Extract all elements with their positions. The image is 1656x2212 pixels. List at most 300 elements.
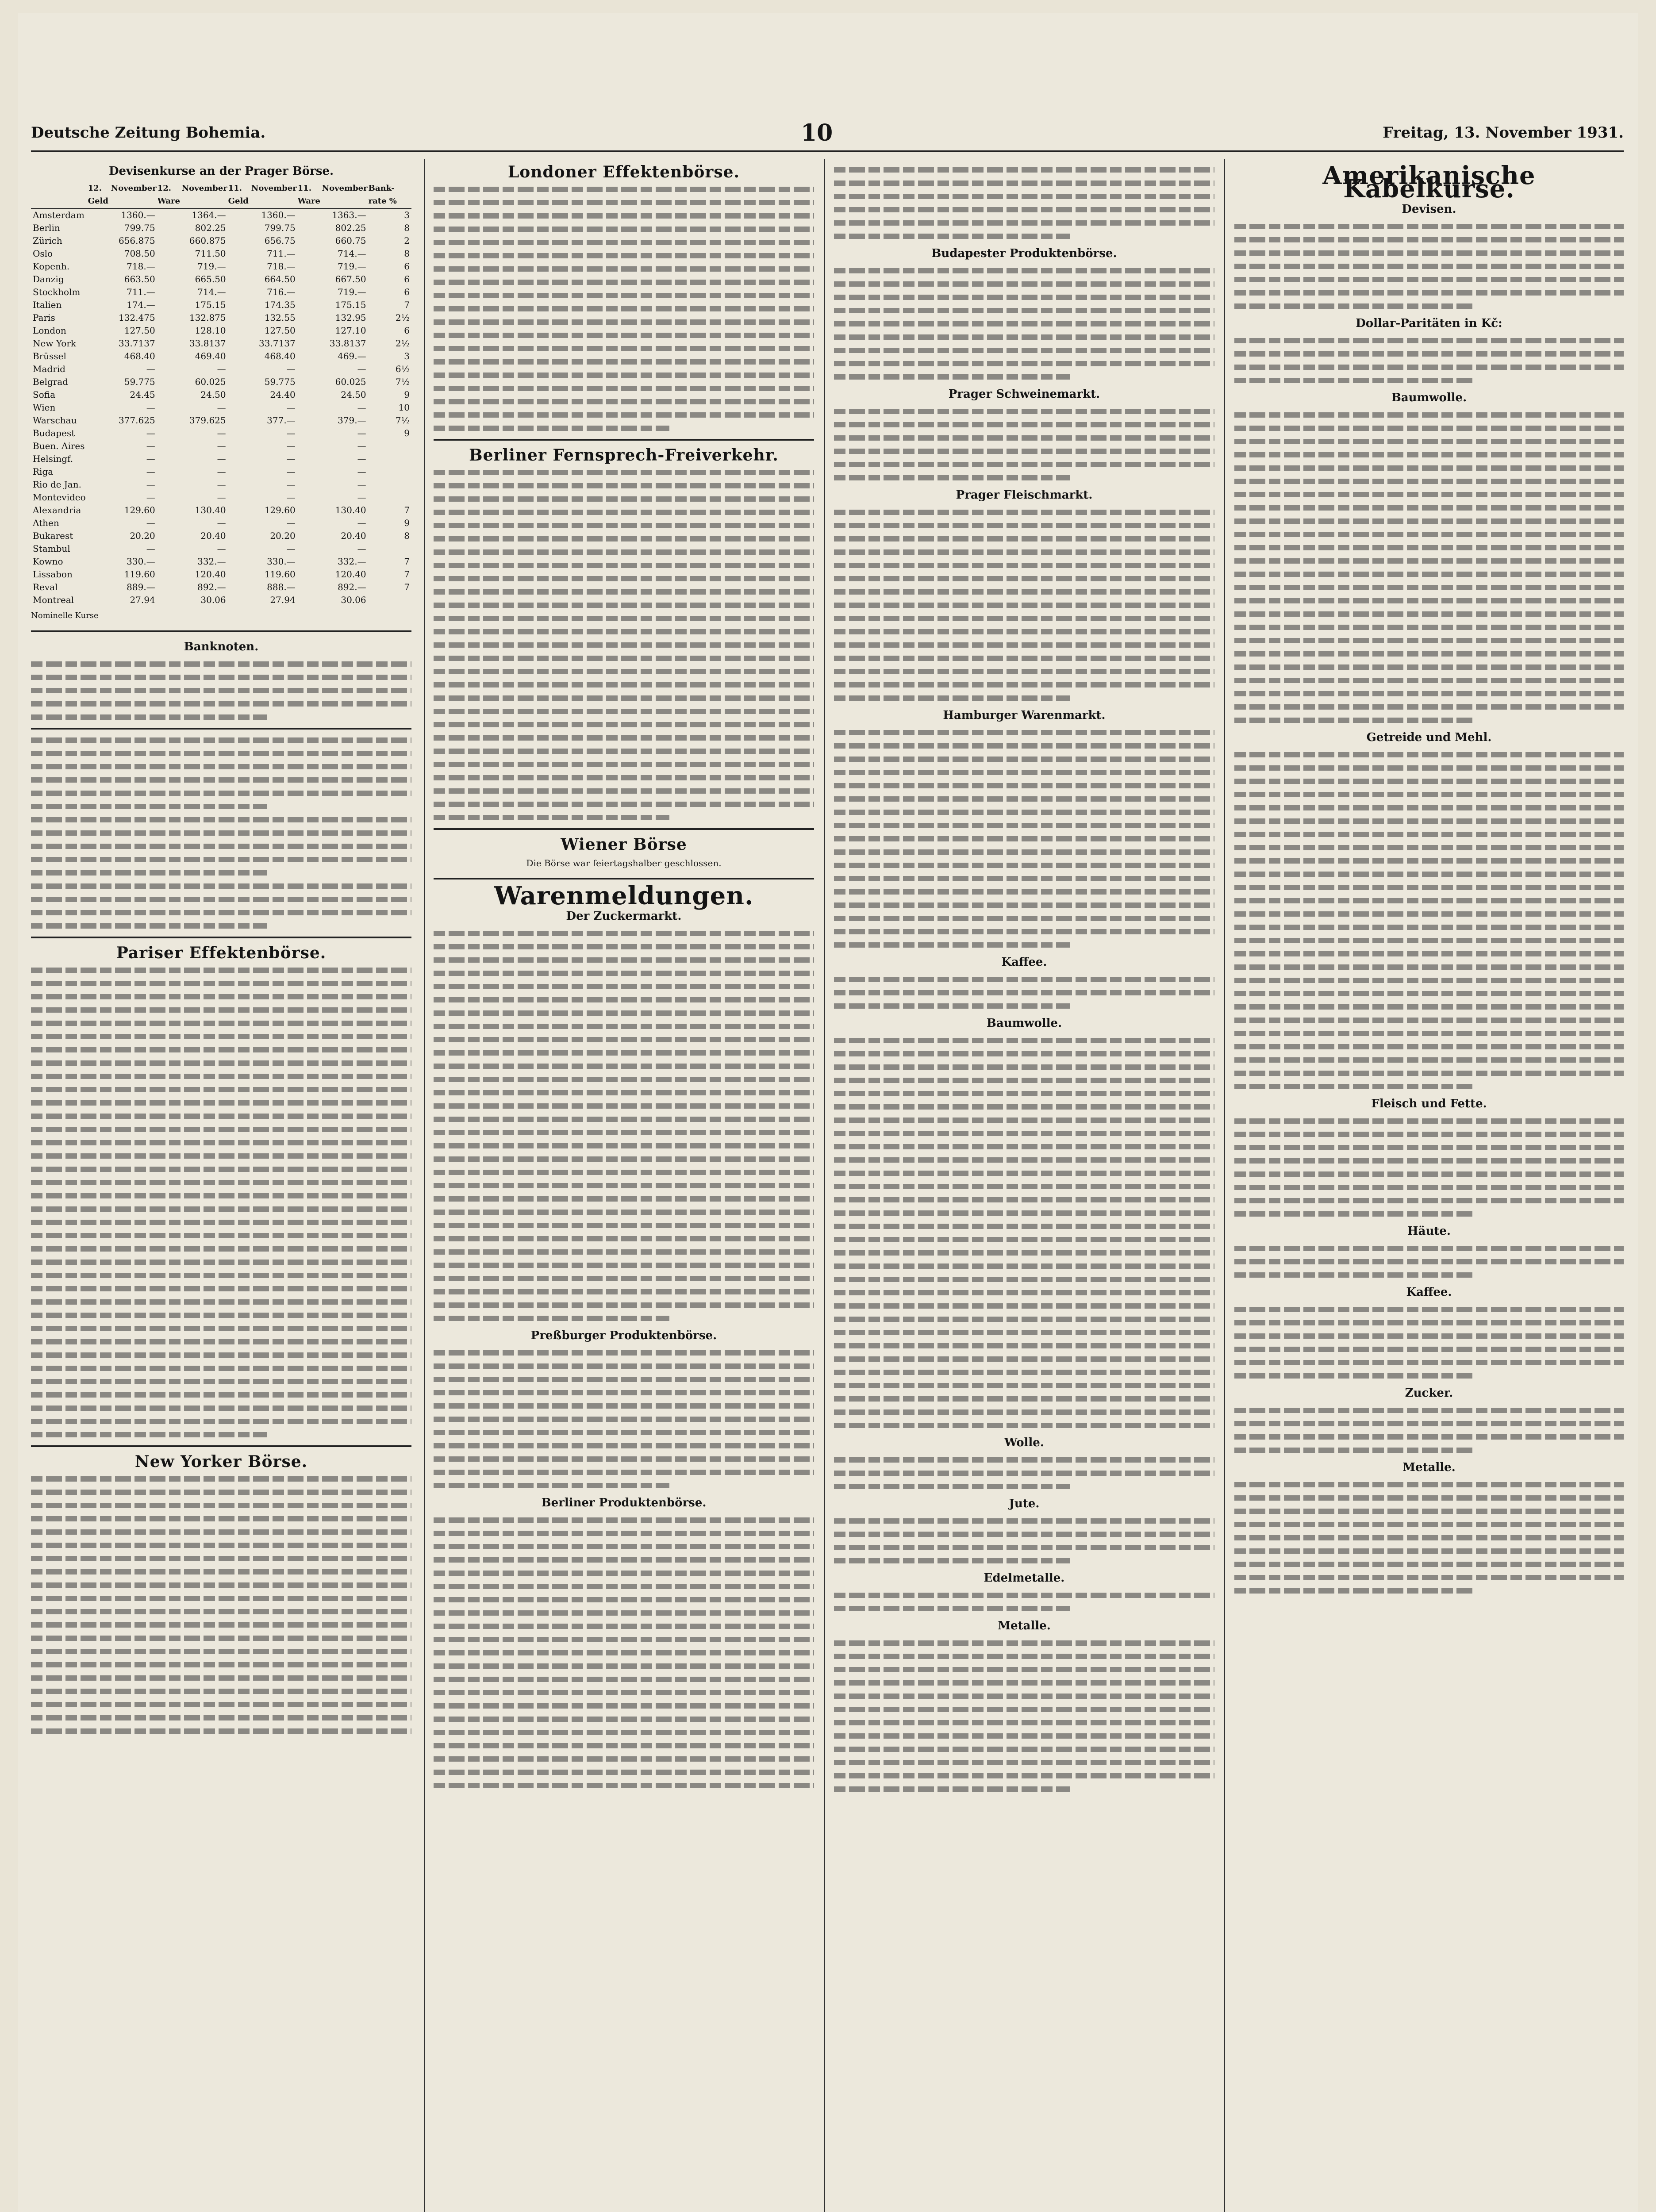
currency-name-cell: London [33,325,66,336]
table-body [31,208,411,607]
rate-cell: 656.875 [118,235,155,246]
new-yorker-boerse-text [31,1476,411,1734]
londoner-boerse-text [434,187,814,431]
rate-cell: — [286,518,296,528]
rate-cell: — [286,441,296,451]
table-header-cell: Bank-rate % [368,181,411,208]
column-rule [424,159,425,2212]
rate-cell [368,453,411,465]
table-row [31,401,411,414]
section-title-devisen: Devisen. [1402,203,1456,216]
rate-cell: 20.40 [341,530,366,541]
rate-cell: 24.45 [130,389,155,400]
currency-name-cell: Warschau [33,415,77,426]
rate-cell: 33.8137 [189,338,226,349]
section-title-warenmeldungen: Warenmeldungen. [494,881,754,910]
rate-cell: — [357,453,366,464]
pressburger-boerse-text [434,1350,814,1488]
table-row [31,581,411,594]
edelmetalle-text [834,1593,1214,1611]
fleisch-fette-text [1234,1118,1624,1217]
metalle-kabel-text [1234,1482,1624,1594]
currency-name-cell: Amsterdam [33,210,85,220]
table-row [31,286,411,299]
rate-cell: — [357,492,366,503]
rate-cell: — [357,466,366,477]
table-row [31,465,411,478]
currency-name-cell: New York [33,338,76,349]
currency-name-cell: Zürich [33,235,62,246]
rate-cell: 9 [404,518,410,528]
rate-cell: 711.— [127,287,155,297]
table-row [31,337,411,350]
page-number: 10 [801,119,833,146]
rate-cell [368,542,411,555]
rate-cell: 888.— [267,582,296,592]
rate-cell: 330.— [267,556,296,567]
section-title-londoner-boerse: Londoner Effektenbörse. [507,163,740,181]
section-title-baumwolle: Baumwolle. [986,1017,1062,1030]
column-3 [834,159,1214,2212]
section-title-hamburger-warenmarkt: Hamburger Warenmarkt. [943,709,1106,722]
table-header-cell: 12. November Geld [88,181,157,208]
rate-cell: — [146,543,155,554]
section-title-kabelkurse: Amerikanische Kabelkurse. [1322,161,1536,204]
currency-name-cell: Wien [33,402,56,413]
rate-cell: 2½ [395,338,410,349]
currency-name-cell: Stambul [33,543,70,554]
table-row [31,376,411,388]
table-row [31,568,411,581]
exchange-rate-table [31,181,411,607]
section-title-schweinemarkt: Prager Schweinemarkt. [948,388,1100,401]
section-title-devisen: Devisenkurse an der Prager Börse. [108,165,334,178]
section-title-wiener-boerse: Wiener Börse [561,835,687,854]
table-row [31,478,411,491]
rate-cell [368,440,411,453]
haeute-text [1234,1246,1624,1278]
table-row [31,530,411,542]
section-title-kaffee-kabel: Kaffee. [1406,1286,1452,1299]
rate-cell: 33.8137 [329,338,366,349]
section-title-getreide: Getreide und Mehl. [1366,731,1492,744]
rate-cell: 718.— [127,261,155,272]
rate-cell: 175.15 [195,300,226,310]
currency-name-cell: Italien [33,300,62,310]
rate-cell: 24.40 [270,389,296,400]
currency-name-cell: Montevideo [33,492,86,503]
currency-name-cell: Madrid [33,364,65,374]
rate-cell: — [217,543,226,554]
rate-cell: — [357,428,366,438]
rate-cell: 6 [404,261,410,272]
rate-cell: 716.— [267,287,296,297]
table-header-row [31,181,411,208]
rate-cell: 120.40 [335,569,366,580]
rate-cell: 175.15 [335,300,366,310]
rate-cell: 174.— [127,300,155,310]
metalle-text [834,1640,1214,1792]
rate-cell: 7 [404,569,410,580]
divider [434,439,814,441]
rate-cell: 20.40 [200,530,226,541]
rate-cell: — [286,543,296,554]
rate-cell: 377.625 [118,415,155,426]
section-title-wolle: Wolle. [1004,1436,1044,1449]
currency-name-cell: Rio de Jan. [33,479,82,490]
rate-cell: 119.60 [264,569,296,580]
rate-cell [368,491,411,504]
rate-cell: — [217,466,226,477]
baumwolle-kabel-text [1234,412,1624,723]
section-title-pariser-boerse: Pariser Effektenbörse. [116,944,327,962]
rate-cell: 20.20 [270,530,296,541]
rate-cell: — [217,453,226,464]
rate-cell: 379.625 [189,415,226,426]
section-title-fleischmarkt: Prager Fleischmarkt. [956,488,1093,502]
currency-name-cell: Oslo [33,248,53,259]
rate-cell: 3 [404,210,410,220]
rate-cell: — [146,441,155,451]
section-title-kaffee: Kaffee. [1001,956,1047,969]
section-title-fleisch-fette: Fleisch und Fette. [1371,1097,1487,1110]
rate-cell: — [217,364,226,374]
rate-cell: 7 [404,300,410,310]
rate-cell [368,594,411,607]
rate-cell: 799.75 [264,223,296,233]
rate-cell: — [146,479,155,490]
table-row [31,453,411,465]
rate-cell: 120.40 [195,569,226,580]
rate-cell: 3 [404,351,410,361]
rate-cell: 130.40 [335,505,366,515]
budapester-boerse-text [834,268,1214,380]
rate-cell: 60.025 [335,376,366,387]
rate-cell: 128.10 [195,325,226,336]
rate-cell: — [217,518,226,528]
table-row [31,427,411,440]
rate-cell: 20.20 [130,530,155,541]
rate-cell: 8 [404,530,410,541]
section-title-dollar-paritaeten: Dollar-Paritäten in Kč: [1356,317,1502,330]
table-footnote: Nominelle Kurse [31,611,99,620]
rate-cell: — [217,479,226,490]
currency-name-cell: Berlin [33,223,60,233]
section-title-zuckermarkt: Der Zuckermarkt. [566,910,682,923]
rate-cell: 892.— [197,582,226,592]
rate-cell: — [146,466,155,477]
newspaper-name: Deutsche Zeitung Bohemia. [31,124,266,142]
rate-cell: 24.50 [341,389,366,400]
table-header-cell [31,181,88,208]
wolle-text [834,1457,1214,1489]
section-title-metalle: Metalle. [998,1619,1051,1632]
rate-cell: 799.75 [124,223,155,233]
rate-cell: — [286,479,296,490]
rate-cell: 132.475 [118,312,155,323]
rate-cell: 330.— [127,556,155,567]
rate-cell: 174.35 [264,300,296,310]
column-2 [434,159,814,2212]
rate-cell: 469.— [338,351,366,361]
rate-cell: 132.95 [335,312,366,323]
table-header-cell: 12. November Ware [157,181,228,208]
table-row [31,414,411,427]
currency-name-cell: Stockholm [33,287,81,297]
rate-cell: — [217,428,226,438]
banknoten-text [31,661,411,720]
rate-cell: — [146,453,155,464]
rate-cell: 802.25 [335,223,366,233]
table-row [31,324,411,337]
masthead [31,119,1624,152]
divider [434,878,814,879]
currency-name-cell: Bukarest [33,530,73,541]
column-4 [1234,159,1624,2212]
rate-cell: 719.— [338,287,366,297]
rate-cell: 6½ [395,364,410,374]
rate-cell: — [357,543,366,554]
table-row [31,208,411,222]
rate-cell: 468.40 [124,351,155,361]
rate-cell: 660.75 [335,235,366,246]
rate-cell: 7 [404,556,410,567]
rate-cell: 1363.— [332,210,366,220]
rate-cell: 889.— [127,582,155,592]
rate-cell: 2½ [395,312,410,323]
rate-cell: — [357,402,366,413]
table-row [31,247,411,260]
rate-cell: 119.60 [124,569,155,580]
currency-name-cell: Athen [33,518,59,528]
rate-cell: 718.— [267,261,296,272]
wiener-boerse-note: Die Börse war feiertagshalber geschlossen. [526,858,722,868]
rate-cell: 7 [404,582,410,592]
getreide-text [1234,752,1624,1089]
devisen-text [1234,224,1624,309]
rate-cell: 660.875 [189,235,226,246]
rate-cell: 802.25 [195,223,226,233]
rate-cell: — [357,364,366,374]
berliner-produktenboerse-text [434,1517,814,1788]
section-title-pressburger-boerse: Preßburger Produktenbörse. [530,1329,717,1342]
section-title-metalle-kabel: Metalle. [1402,1461,1456,1474]
rate-cell: 9 [404,428,410,438]
rate-cell: 708.50 [124,248,155,259]
section-title-baumwolle-kabel: Baumwolle. [1391,391,1467,404]
rate-cell: — [357,441,366,451]
rate-cell: 127.50 [264,325,296,336]
table-row [31,311,411,324]
currency-name-cell: Sofia [33,389,56,400]
rate-cell: — [146,402,155,413]
rate-cell: 60.025 [195,376,226,387]
table-row [31,260,411,273]
rate-cell: 10 [398,402,410,413]
berliner-freiverkehr-text [434,470,814,820]
column-rule [824,159,825,2212]
rate-cell: 30.06 [200,595,226,605]
rate-cell [368,478,411,491]
rate-cell: 6 [404,287,410,297]
section-title-haeute: Häute. [1407,1225,1451,1238]
rate-cell: 6 [404,274,410,284]
table-row [31,273,411,286]
rate-cell: — [286,402,296,413]
rate-cell: 719.— [197,261,226,272]
rate-cell: — [217,441,226,451]
currency-name-cell: Buen. Aires [33,441,85,451]
rate-cell: 132.55 [264,312,296,323]
divider [31,937,411,938]
section-title-berliner-produktenboerse: Berliner Produktenbörse. [541,1496,707,1509]
rate-cell: 27.94 [270,595,296,605]
rate-cell: 130.40 [195,505,226,515]
section-title-edelmetalle: Edelmetalle. [984,1571,1065,1585]
rate-cell: 7½ [395,415,410,426]
rate-cell: 1360.— [121,210,155,220]
rate-cell: 377.— [267,415,296,426]
rate-cell: — [286,364,296,374]
rate-cell: 711.50 [195,248,226,259]
dollar-paritaeten-text [1234,338,1624,383]
rate-cell: 8 [404,223,410,233]
zucker-text [1234,1408,1624,1453]
table-row [31,222,411,234]
rate-cell: 127.10 [335,325,366,336]
table-row [31,594,411,607]
table-row [31,388,411,401]
newspaper-page [18,13,1638,2212]
baumwolle-tables [834,1038,1214,1428]
table-row [31,363,411,376]
rate-cell: 665.50 [195,274,226,284]
rate-cell: 24.50 [200,389,226,400]
rate-cell: 892.— [338,582,366,592]
rate-cell: 6 [404,325,410,336]
section-title-new-yorker-boerse: New Yorker Börse. [134,1452,308,1471]
rate-cell: — [357,518,366,528]
rate-cell: — [217,402,226,413]
section-title-berliner-freiverkehr: Berliner Fernsprech-Freiverkehr. [469,446,779,465]
currency-name-cell: Kowno [33,556,63,567]
section-title-jute: Jute. [1009,1497,1040,1510]
rate-cell: — [146,492,155,503]
currency-name-cell: Danzig [33,274,64,284]
rate-cell: 469.40 [195,351,226,361]
rate-cell: 719.— [338,261,366,272]
kaffee-text [834,977,1214,1009]
section-title-zucker: Zucker. [1405,1386,1453,1400]
currency-name-cell: Budapest [33,428,75,438]
rate-cell: 1360.— [261,210,296,220]
rate-cell: 132.875 [189,312,226,323]
rate-cell: 33.7137 [118,338,155,349]
table-row [31,542,411,555]
currency-name-cell: Montreal [33,595,74,605]
table-header-cell: 11. November Ware [297,181,368,208]
divider [31,728,411,730]
rate-cell: 129.60 [124,505,155,515]
fleischmarkt-text [834,510,1214,701]
currency-name-cell: Helsingf. [33,453,73,464]
table-row [31,491,411,504]
table-row [31,299,411,311]
rate-cell: — [286,428,296,438]
zuckermarkt-text [434,931,814,1321]
rate-cell: 667.50 [335,274,366,284]
currency-name-cell: Reval [33,582,58,592]
table-row [31,517,411,530]
schweinemarkt-text [834,409,1214,480]
jute-text [834,1518,1214,1563]
rate-cell: 27.94 [130,595,155,605]
rate-cell: 663.50 [124,274,155,284]
rate-cell: 7½ [395,376,410,387]
pariser-boerse-text [31,968,411,1437]
rate-cell: 332.— [338,556,366,567]
rate-cell: 2 [404,235,410,246]
table-row [31,440,411,453]
rate-cell: 30.06 [341,595,366,605]
rate-cell: 7 [404,505,410,515]
hamburger-warenmarkt-text [834,730,1214,948]
rate-cell: 714.— [338,248,366,259]
rate-cell: — [357,479,366,490]
rate-cell: — [286,453,296,464]
table-header-cell: 11. November Geld [228,181,297,208]
rate-cell: — [286,492,296,503]
rate-cell: 9 [404,389,410,400]
table-row [31,350,411,363]
table-row [31,504,411,517]
rate-cell: 664.50 [264,274,296,284]
currency-name-cell: Riga [33,466,54,477]
currency-name-cell: Alexandria [33,505,81,515]
rate-cell: — [217,492,226,503]
rate-cell: 379.— [338,415,366,426]
rate-cell: 332.— [197,556,226,567]
currency-name-cell: Brüssel [33,351,66,361]
currency-name-cell: Lissabon [33,569,73,580]
column-1 [31,159,411,2212]
divider [434,828,814,830]
rate-cell: 1364.— [192,210,226,220]
rate-cell: 468.40 [264,351,296,361]
currency-name-cell: Belgrad [33,376,69,387]
rate-cell: 59.775 [264,376,296,387]
rate-cell: 656.75 [264,235,296,246]
rate-cell: 33.7137 [258,338,296,349]
kaffee-kabel-text [1234,1307,1624,1379]
rate-cell: — [146,364,155,374]
rate-cell: 714.— [197,287,226,297]
foreign-exchange-reports [31,737,411,929]
section-title-budapester-boerse: Budapester Produktenbörse. [931,247,1117,260]
table-row [31,555,411,568]
divider [31,1445,411,1447]
currency-name-cell: Kopenh. [33,261,70,272]
rate-cell: 127.50 [124,325,155,336]
rate-cell: — [286,466,296,477]
rate-cell: 711.— [267,248,296,259]
rate-cell: 59.775 [124,376,155,387]
currency-name-cell: Paris [33,312,55,323]
rate-cell: — [146,518,155,528]
issue-date: Freitag, 13. November 1931. [1383,124,1624,142]
rate-cell: — [146,428,155,438]
divider [31,630,411,632]
